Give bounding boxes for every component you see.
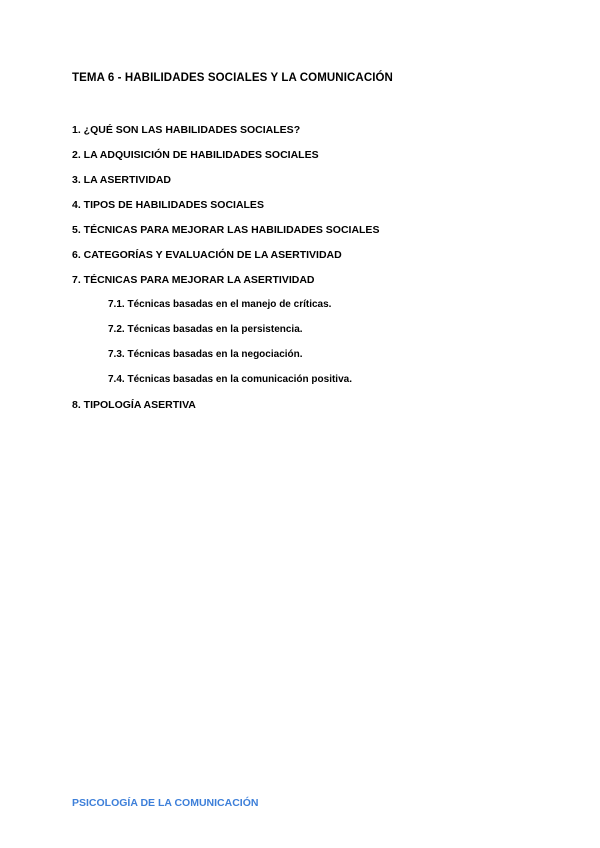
page-footer: PSICOLOGÍA DE LA COMUNICACIÓN [72,797,259,809]
toc-subitem-7-4: 7.4. Técnicas basadas en la comunicación positiva. [108,374,352,385]
toc-subitem-7-1: 7.1. Técnicas basadas en el manejo de críticas. [108,299,332,310]
table-of-contents [72,123,379,423]
toc-subitem-7-2: 7.2. Técnicas basadas en la persistencia. [108,324,303,335]
toc-item-4: 4. TIPOS DE HABILIDADES SOCIALES [72,199,264,211]
toc-item-2: 2. LA ADQUISICIÓN DE HABILIDADES SOCIALES [72,149,319,161]
toc-item-5: 5. TÉCNICAS PARA MEJORAR LAS HABILIDADES SOCIALES [72,224,380,236]
toc-item-7: 7. TÉCNICAS PARA MEJORAR LA ASERTIVIDAD [72,274,315,286]
toc-item-3: 3. LA ASERTIVIDAD [72,174,171,186]
toc-subitem-7-3: 7.3. Técnicas basadas en la negociación. [108,349,303,360]
toc-item-1: 1. ¿QUÉ SON LAS HABILIDADES SOCIALES? [72,124,301,136]
document-title: TEMA 6 - HABILIDADES SOCIALES Y LA COMUNICACIÓN [72,72,393,84]
toc-item-6: 6. CATEGORÍAS Y EVALUACIÓN DE LA ASERTIVIDAD [72,249,342,261]
toc-item-8: 8. TIPOLOGÍA ASERTIVA [72,399,196,411]
